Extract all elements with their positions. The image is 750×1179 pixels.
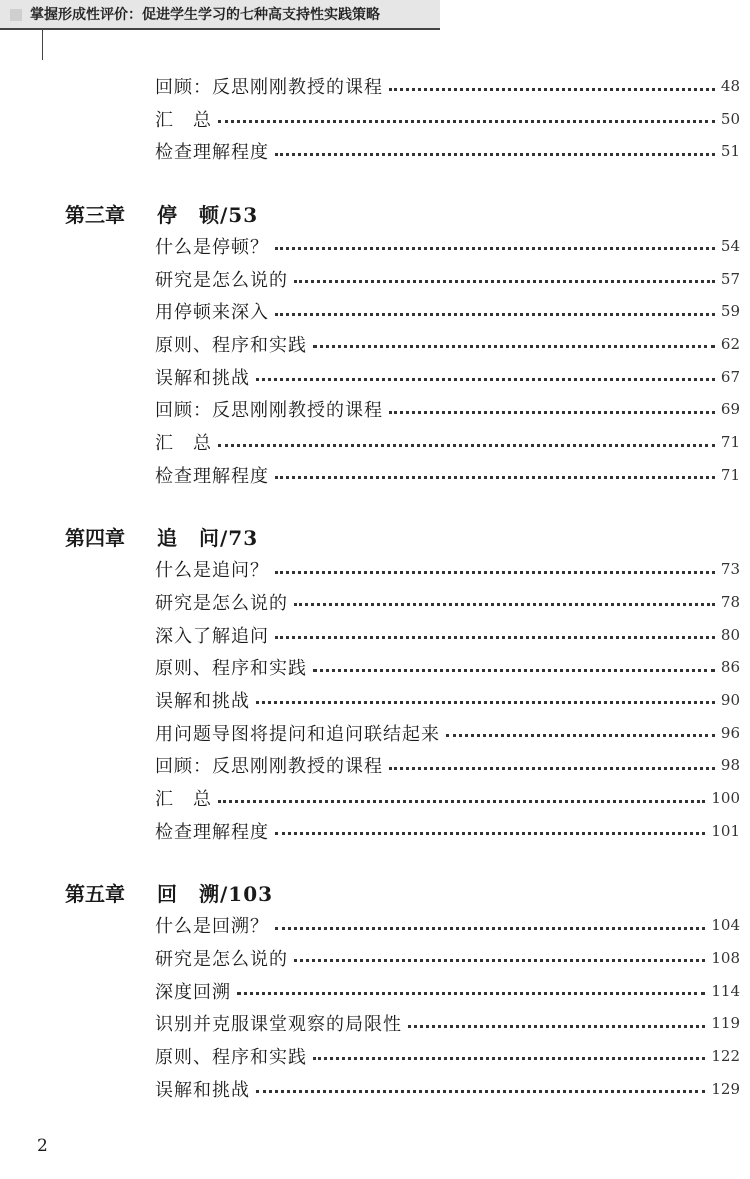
toc-entry-title: 检查理解程度 — [155, 465, 269, 487]
toc-entry[interactable] — [155, 912, 740, 938]
toc-entry-title: 什么是回溯？ — [155, 916, 269, 938]
toc-entry-title: 用停顿来深入 — [155, 302, 269, 324]
chapter-number: 第五章 — [65, 881, 125, 906]
toc-entry-page: 129 — [711, 1079, 740, 1098]
toc-entry[interactable] — [155, 654, 740, 680]
toc-entry-page: 80 — [720, 625, 740, 644]
toc-entry-page: 122 — [711, 1046, 740, 1065]
toc-entry-title: 深入了解追问 — [155, 625, 269, 647]
toc-entry-page: 98 — [720, 756, 740, 775]
toc-entry[interactable] — [155, 73, 740, 99]
toc-entry[interactable] — [155, 945, 740, 971]
toc-entry-title: 检查理解程度 — [155, 821, 269, 843]
dot-leader — [256, 701, 715, 704]
running-header — [0, 0, 440, 28]
toc-entry[interactable] — [155, 396, 740, 422]
toc-entry-title: 汇 总 — [155, 433, 212, 454]
toc-entry-title: 原则、程序和实践 — [155, 334, 307, 356]
toc-entry-page: 71 — [720, 465, 740, 484]
dot-leader — [446, 734, 715, 737]
chapter-number: 第四章 — [65, 525, 125, 550]
dot-leader — [389, 88, 715, 91]
toc-entry-title: 什么是停顿？ — [155, 236, 269, 258]
toc-entry-page: 69 — [720, 400, 740, 419]
chapter-heading[interactable] — [65, 877, 273, 907]
chapter-title: 回 溯/103 — [157, 881, 274, 906]
toc-entry-title: 误解和挑战 — [155, 1079, 250, 1101]
header-vertical-rule — [42, 30, 43, 60]
chapter-heading[interactable] — [65, 521, 258, 551]
dot-leader — [218, 444, 715, 447]
dot-leader — [275, 927, 705, 930]
toc-entry[interactable] — [155, 138, 740, 164]
page-number: 2 — [37, 1136, 48, 1156]
toc-entry[interactable] — [155, 298, 740, 324]
toc-entry[interactable] — [155, 233, 740, 259]
dot-leader — [275, 153, 715, 156]
toc-entry[interactable] — [155, 1043, 740, 1069]
toc-entry-page: 101 — [711, 821, 740, 840]
dot-leader — [313, 1057, 705, 1060]
toc-entry[interactable] — [155, 106, 740, 132]
toc-entry-title: 原则、程序和实践 — [155, 658, 307, 680]
toc-entry[interactable] — [155, 589, 740, 615]
toc-entry-page: 108 — [711, 948, 740, 967]
dot-leader — [294, 959, 705, 962]
header-rule — [0, 28, 440, 30]
toc-entry-page: 78 — [720, 592, 740, 611]
toc-entry-title: 原则、程序和实践 — [155, 1046, 307, 1068]
toc-entry-page: 90 — [720, 690, 740, 709]
toc-entry[interactable] — [155, 818, 740, 844]
toc-entry-title: 汇 总 — [155, 789, 212, 810]
toc-entry-page: 96 — [720, 723, 740, 742]
toc-entry[interactable] — [155, 978, 740, 1004]
chapter-title: 停 顿/53 — [157, 202, 259, 227]
dot-leader — [313, 345, 715, 348]
header-square-icon — [10, 9, 22, 21]
toc-entry-title: 识别并克服课堂观察的局限性 — [155, 1014, 402, 1036]
toc-entry[interactable] — [155, 752, 740, 778]
dot-leader — [275, 247, 715, 250]
toc-entry-page: 51 — [720, 142, 740, 161]
dot-leader — [218, 800, 705, 803]
dot-leader — [256, 378, 715, 381]
toc-entry-page: 59 — [720, 302, 740, 321]
toc-entry-title: 研究是怎么说的 — [155, 948, 288, 970]
dot-leader — [275, 476, 715, 479]
toc-entry-page: 86 — [720, 658, 740, 677]
dot-leader — [256, 1090, 705, 1093]
chapter-number: 第三章 — [65, 202, 125, 227]
toc-entry-title: 回顾：反思刚刚教授的课程 — [155, 756, 383, 778]
toc-entry[interactable] — [155, 266, 740, 292]
toc-entry-title: 研究是怎么说的 — [155, 269, 288, 291]
toc-entry-page: 114 — [711, 981, 740, 1000]
book-title: 掌握形成性评价：促进学生学习的七种高支持性实践策略 — [30, 7, 380, 23]
toc-entry[interactable] — [155, 1076, 740, 1102]
toc-entry-page: 48 — [720, 77, 740, 95]
toc-entry-title: 误解和挑战 — [155, 367, 250, 389]
dot-leader — [237, 992, 705, 995]
toc-entry-title: 误解和挑战 — [155, 690, 250, 712]
toc-entry[interactable] — [155, 785, 740, 811]
dot-leader — [408, 1025, 705, 1028]
toc-entry-page: 62 — [720, 334, 740, 353]
toc-entry-title: 检查理解程度 — [155, 142, 269, 164]
toc-entry-page: 57 — [720, 269, 740, 288]
dot-leader — [294, 280, 715, 283]
toc-entry-page: 67 — [720, 367, 740, 386]
toc-entry-title: 汇 总 — [155, 109, 212, 131]
toc-entry-title: 回顾：反思刚刚教授的课程 — [155, 400, 383, 422]
toc-entry-title: 什么是追问？ — [155, 560, 269, 582]
dot-leader — [275, 571, 715, 574]
dot-leader — [389, 767, 715, 770]
toc-entry[interactable] — [155, 364, 740, 390]
toc-entry-page: 71 — [720, 433, 740, 451]
toc-entry[interactable] — [155, 1010, 740, 1036]
dot-leader — [275, 636, 715, 639]
dot-leader — [218, 120, 715, 123]
toc-entry-title: 深度回溯 — [155, 981, 231, 1003]
dot-leader — [313, 669, 715, 672]
toc-entry-page: 50 — [720, 109, 740, 128]
toc-entry-page: 73 — [720, 560, 740, 579]
toc-entry[interactable] — [155, 720, 740, 746]
chapter-heading[interactable] — [65, 198, 258, 228]
chapter-title: 追 问/73 — [157, 525, 259, 550]
toc-entry-title: 用问题导图将提问和追问联结起来 — [155, 723, 440, 745]
toc-entry[interactable] — [155, 331, 740, 357]
toc-entry-title: 研究是怎么说的 — [155, 592, 288, 614]
toc-entry[interactable] — [155, 622, 740, 648]
dot-leader — [275, 313, 715, 316]
dot-leader — [275, 832, 705, 835]
toc-entry[interactable] — [155, 429, 740, 455]
toc-entry[interactable] — [155, 556, 740, 582]
toc-entry-page: 119 — [711, 1014, 740, 1033]
toc-entry-title: 回顾：反思刚刚教授的课程 — [155, 77, 383, 98]
dot-leader — [389, 411, 715, 414]
toc-entry-page: 100 — [711, 789, 740, 807]
toc-entry[interactable] — [155, 462, 740, 488]
toc-entry[interactable] — [155, 687, 740, 713]
toc-entry-page: 104 — [711, 916, 740, 935]
dot-leader — [294, 603, 715, 606]
toc-entry-page: 54 — [720, 236, 740, 255]
